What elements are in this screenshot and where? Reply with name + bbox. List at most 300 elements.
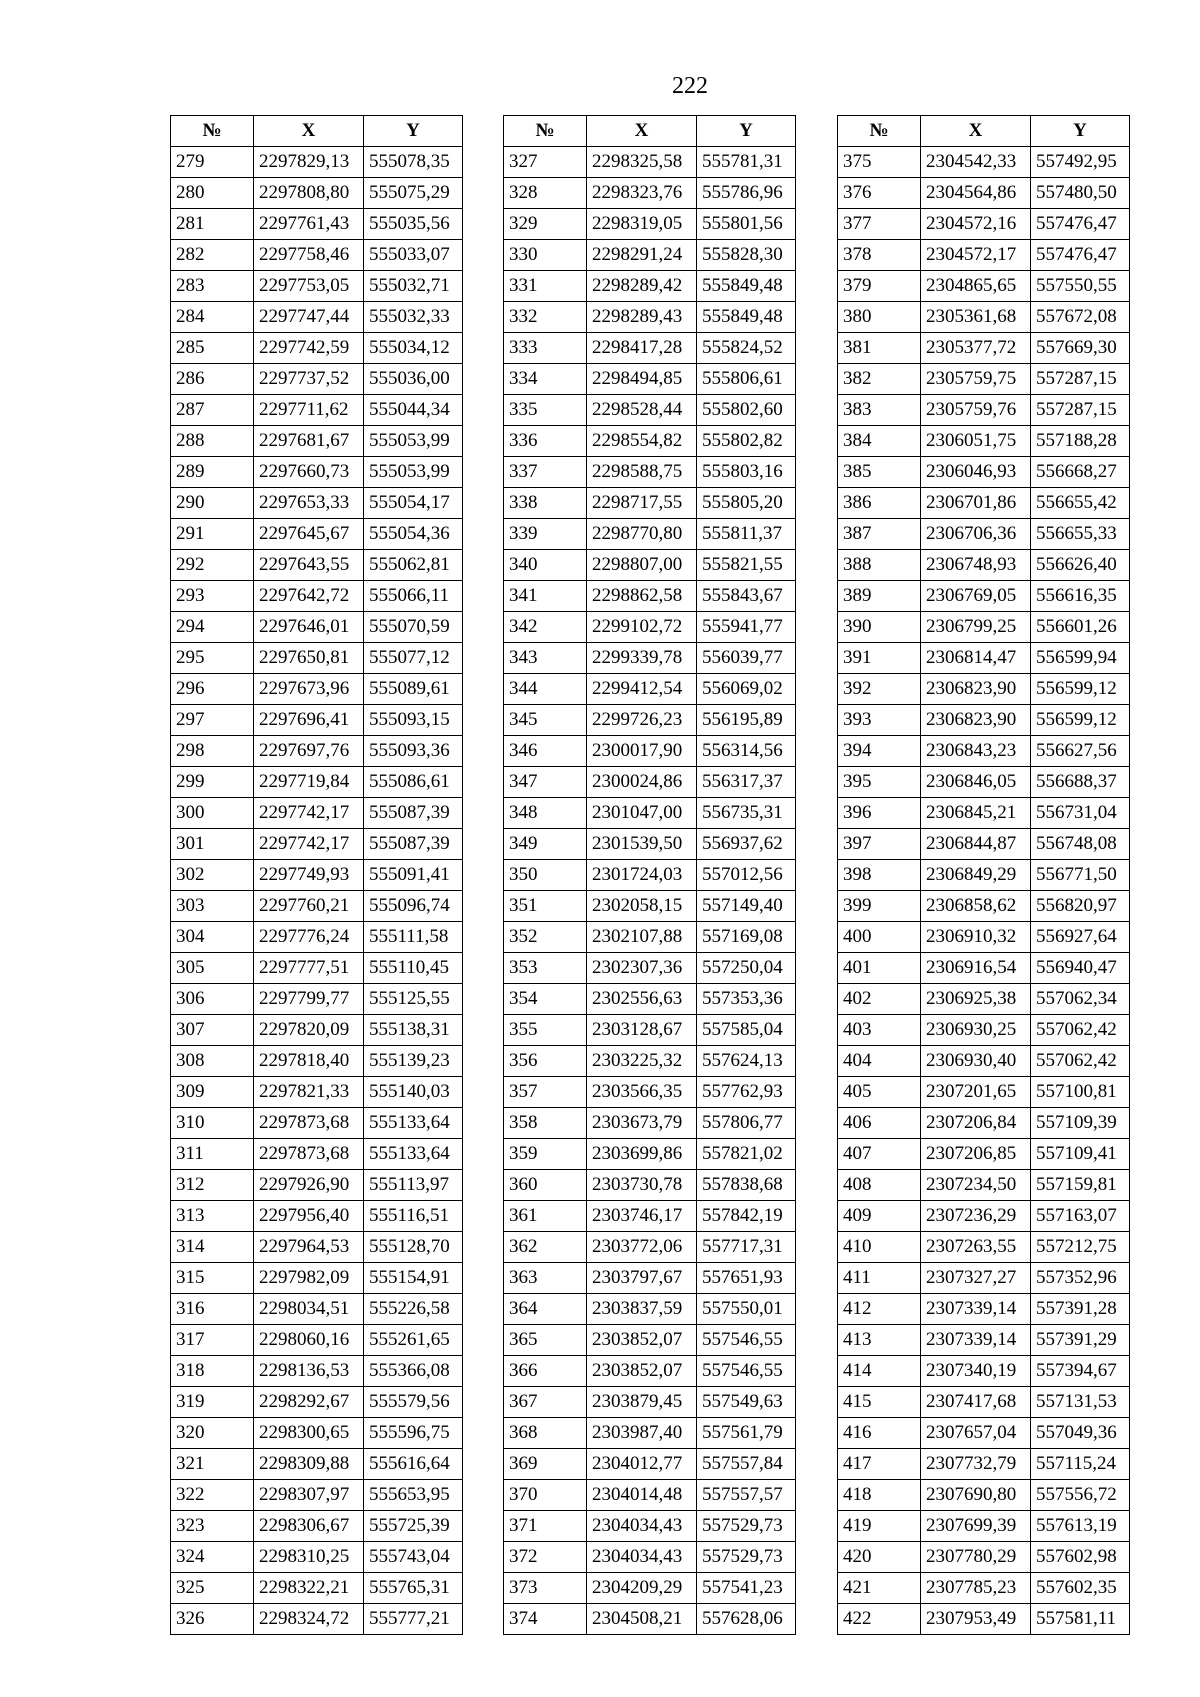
table-row bbox=[838, 953, 1130, 984]
cell-x: 2302058,15 bbox=[587, 891, 697, 922]
cell-x: 2305377,72 bbox=[921, 333, 1031, 364]
cell-y: 556655,42 bbox=[1031, 488, 1130, 519]
table-row bbox=[504, 1356, 796, 1387]
table-header-row bbox=[171, 116, 463, 147]
cell-y: 556731,04 bbox=[1031, 798, 1130, 829]
cell-number: 327 bbox=[504, 147, 587, 178]
cell-number: 382 bbox=[838, 364, 921, 395]
cell-number: 368 bbox=[504, 1418, 587, 1449]
cell-x: 2306916,54 bbox=[921, 953, 1031, 984]
cell-x: 2297696,41 bbox=[254, 705, 364, 736]
cell-y: 557529,73 bbox=[697, 1511, 796, 1542]
cell-y: 555075,29 bbox=[364, 178, 463, 209]
table-row bbox=[171, 488, 463, 519]
cell-x: 2297760,21 bbox=[254, 891, 364, 922]
table-row bbox=[838, 271, 1130, 302]
table-row bbox=[838, 705, 1130, 736]
cell-y: 556599,12 bbox=[1031, 674, 1130, 705]
cell-number: 404 bbox=[838, 1046, 921, 1077]
cell-number: 405 bbox=[838, 1077, 921, 1108]
cell-y: 555113,97 bbox=[364, 1170, 463, 1201]
cell-x: 2306844,87 bbox=[921, 829, 1031, 860]
cell-x: 2305361,68 bbox=[921, 302, 1031, 333]
cell-number: 369 bbox=[504, 1449, 587, 1480]
table-row bbox=[504, 364, 796, 395]
cell-y: 557062,34 bbox=[1031, 984, 1130, 1015]
cell-number: 286 bbox=[171, 364, 254, 395]
cell-y: 555616,64 bbox=[364, 1449, 463, 1480]
cell-number: 352 bbox=[504, 922, 587, 953]
cell-number: 344 bbox=[504, 674, 587, 705]
table-row bbox=[504, 1449, 796, 1480]
table-row bbox=[171, 271, 463, 302]
cell-x: 2303673,79 bbox=[587, 1108, 697, 1139]
cell-y: 555849,48 bbox=[697, 271, 796, 302]
cell-y: 555110,45 bbox=[364, 953, 463, 984]
cell-number: 292 bbox=[171, 550, 254, 581]
cell-number: 406 bbox=[838, 1108, 921, 1139]
cell-number: 295 bbox=[171, 643, 254, 674]
cell-number: 302 bbox=[171, 860, 254, 891]
cell-y: 555138,31 bbox=[364, 1015, 463, 1046]
cell-y: 557821,02 bbox=[697, 1139, 796, 1170]
cell-x: 2297808,80 bbox=[254, 178, 364, 209]
table-row bbox=[838, 1294, 1130, 1325]
table-row bbox=[171, 767, 463, 798]
table-row bbox=[504, 767, 796, 798]
cell-y: 555091,41 bbox=[364, 860, 463, 891]
cell-number: 370 bbox=[504, 1480, 587, 1511]
column-header-number: № bbox=[838, 116, 921, 147]
table-header-row bbox=[504, 116, 796, 147]
cell-y: 555044,34 bbox=[364, 395, 463, 426]
cell-x: 2306930,40 bbox=[921, 1046, 1031, 1077]
cell-y: 557651,93 bbox=[697, 1263, 796, 1294]
cell-y: 557012,56 bbox=[697, 860, 796, 891]
cell-number: 325 bbox=[171, 1573, 254, 1604]
cell-number: 340 bbox=[504, 550, 587, 581]
cell-y: 555802,82 bbox=[697, 426, 796, 457]
cell-number: 366 bbox=[504, 1356, 587, 1387]
table-row bbox=[504, 581, 796, 612]
table-row bbox=[171, 1139, 463, 1170]
table-row bbox=[171, 1170, 463, 1201]
cell-y: 557163,07 bbox=[1031, 1201, 1130, 1232]
cell-number: 377 bbox=[838, 209, 921, 240]
table-row bbox=[504, 147, 796, 178]
table-row bbox=[504, 1573, 796, 1604]
table-row bbox=[504, 1201, 796, 1232]
cell-number: 393 bbox=[838, 705, 921, 736]
table-row bbox=[838, 1201, 1130, 1232]
table-row bbox=[504, 1139, 796, 1170]
cell-y: 557287,15 bbox=[1031, 364, 1130, 395]
cell-number: 372 bbox=[504, 1542, 587, 1573]
cell-x: 2304572,17 bbox=[921, 240, 1031, 271]
table-row bbox=[504, 798, 796, 829]
table-row bbox=[504, 674, 796, 705]
cell-number: 389 bbox=[838, 581, 921, 612]
table-row bbox=[504, 953, 796, 984]
table-row bbox=[504, 1232, 796, 1263]
table-row bbox=[838, 643, 1130, 674]
cell-number: 351 bbox=[504, 891, 587, 922]
cell-number: 381 bbox=[838, 333, 921, 364]
cell-y: 555133,64 bbox=[364, 1108, 463, 1139]
cell-x: 2297719,84 bbox=[254, 767, 364, 798]
cell-number: 416 bbox=[838, 1418, 921, 1449]
cell-y: 556655,33 bbox=[1031, 519, 1130, 550]
cell-x: 2306910,32 bbox=[921, 922, 1031, 953]
cell-number: 284 bbox=[171, 302, 254, 333]
cell-number: 342 bbox=[504, 612, 587, 643]
cell-x: 2297820,09 bbox=[254, 1015, 364, 1046]
cell-x: 2303837,59 bbox=[587, 1294, 697, 1325]
cell-x: 2298291,24 bbox=[587, 240, 697, 271]
cell-y: 557212,75 bbox=[1031, 1232, 1130, 1263]
cell-x: 2298528,44 bbox=[587, 395, 697, 426]
table-row bbox=[504, 984, 796, 1015]
cell-number: 309 bbox=[171, 1077, 254, 1108]
table-row bbox=[171, 333, 463, 364]
cell-x: 2303879,45 bbox=[587, 1387, 697, 1418]
cell-y: 557672,08 bbox=[1031, 302, 1130, 333]
cell-x: 2297964,53 bbox=[254, 1232, 364, 1263]
table-row bbox=[504, 1263, 796, 1294]
cell-x: 2297753,05 bbox=[254, 271, 364, 302]
cell-number: 400 bbox=[838, 922, 921, 953]
cell-x: 2307201,65 bbox=[921, 1077, 1031, 1108]
cell-x: 2303987,40 bbox=[587, 1418, 697, 1449]
cell-number: 335 bbox=[504, 395, 587, 426]
cell-number: 367 bbox=[504, 1387, 587, 1418]
cell-x: 2298554,82 bbox=[587, 426, 697, 457]
cell-x: 2304012,77 bbox=[587, 1449, 697, 1480]
table-row bbox=[171, 922, 463, 953]
cell-number: 321 bbox=[171, 1449, 254, 1480]
table-row bbox=[171, 1046, 463, 1077]
cell-x: 2307417,68 bbox=[921, 1387, 1031, 1418]
table-row bbox=[171, 829, 463, 860]
cell-y: 555781,31 bbox=[697, 147, 796, 178]
cell-y: 557250,04 bbox=[697, 953, 796, 984]
cell-x: 2306046,93 bbox=[921, 457, 1031, 488]
cell-y: 555843,67 bbox=[697, 581, 796, 612]
cell-x: 2307339,14 bbox=[921, 1325, 1031, 1356]
cell-y: 555053,99 bbox=[364, 457, 463, 488]
cell-y: 555777,21 bbox=[364, 1604, 463, 1635]
table-row bbox=[171, 1449, 463, 1480]
cell-number: 360 bbox=[504, 1170, 587, 1201]
cell-y: 555941,77 bbox=[697, 612, 796, 643]
table-row bbox=[171, 1263, 463, 1294]
cell-y: 555070,59 bbox=[364, 612, 463, 643]
cell-number: 317 bbox=[171, 1325, 254, 1356]
table-row bbox=[504, 1418, 796, 1449]
cell-y: 557842,19 bbox=[697, 1201, 796, 1232]
cell-y: 555093,36 bbox=[364, 736, 463, 767]
table-row bbox=[838, 1139, 1130, 1170]
cell-x: 2297758,46 bbox=[254, 240, 364, 271]
cell-x: 2298862,58 bbox=[587, 581, 697, 612]
cell-y: 555086,61 bbox=[364, 767, 463, 798]
cell-x: 2303699,86 bbox=[587, 1139, 697, 1170]
cell-x: 2297747,44 bbox=[254, 302, 364, 333]
cell-x: 2297660,73 bbox=[254, 457, 364, 488]
cell-number: 402 bbox=[838, 984, 921, 1015]
cell-y: 557188,28 bbox=[1031, 426, 1130, 457]
cell-number: 374 bbox=[504, 1604, 587, 1635]
cell-x: 2297642,72 bbox=[254, 581, 364, 612]
cell-x: 2297653,33 bbox=[254, 488, 364, 519]
cell-number: 308 bbox=[171, 1046, 254, 1077]
cell-y: 557100,81 bbox=[1031, 1077, 1130, 1108]
cell-number: 401 bbox=[838, 953, 921, 984]
cell-number: 412 bbox=[838, 1294, 921, 1325]
cell-y: 556627,56 bbox=[1031, 736, 1130, 767]
cell-x: 2303852,07 bbox=[587, 1356, 697, 1387]
cell-y: 557492,95 bbox=[1031, 147, 1130, 178]
cell-y: 555139,23 bbox=[364, 1046, 463, 1077]
table-row bbox=[838, 1232, 1130, 1263]
table-row bbox=[838, 674, 1130, 705]
cell-y: 557062,42 bbox=[1031, 1015, 1130, 1046]
cell-number: 413 bbox=[838, 1325, 921, 1356]
cell-number: 337 bbox=[504, 457, 587, 488]
table-row bbox=[171, 1201, 463, 1232]
cell-x: 2298717,55 bbox=[587, 488, 697, 519]
table-row bbox=[838, 1263, 1130, 1294]
table-row bbox=[504, 1387, 796, 1418]
cell-x: 2297777,51 bbox=[254, 953, 364, 984]
table-row bbox=[171, 395, 463, 426]
cell-number: 328 bbox=[504, 178, 587, 209]
cell-y: 555087,39 bbox=[364, 829, 463, 860]
cell-number: 312 bbox=[171, 1170, 254, 1201]
cell-number: 282 bbox=[171, 240, 254, 271]
cell-x: 2304034,43 bbox=[587, 1511, 697, 1542]
cell-y: 556940,47 bbox=[1031, 953, 1130, 984]
cell-number: 291 bbox=[171, 519, 254, 550]
cell-number: 375 bbox=[838, 147, 921, 178]
cell-x: 2297742,59 bbox=[254, 333, 364, 364]
cell-x: 2298289,43 bbox=[587, 302, 697, 333]
cell-x: 2297926,90 bbox=[254, 1170, 364, 1201]
cell-y: 555824,52 bbox=[697, 333, 796, 364]
table-row bbox=[171, 643, 463, 674]
cell-x: 2297873,68 bbox=[254, 1139, 364, 1170]
cell-y: 555801,56 bbox=[697, 209, 796, 240]
cell-x: 2297737,52 bbox=[254, 364, 364, 395]
cell-y: 557549,63 bbox=[697, 1387, 796, 1418]
cell-y: 557159,81 bbox=[1031, 1170, 1130, 1201]
table-row bbox=[504, 1294, 796, 1325]
cell-y: 555743,04 bbox=[364, 1542, 463, 1573]
cell-number: 398 bbox=[838, 860, 921, 891]
cell-y: 555226,58 bbox=[364, 1294, 463, 1325]
cell-y: 556195,89 bbox=[697, 705, 796, 736]
table-row bbox=[171, 984, 463, 1015]
cell-number: 281 bbox=[171, 209, 254, 240]
table-row bbox=[171, 798, 463, 829]
cell-x: 2299412,54 bbox=[587, 674, 697, 705]
cell-number: 411 bbox=[838, 1263, 921, 1294]
cell-x: 2306925,38 bbox=[921, 984, 1031, 1015]
cell-y: 557353,36 bbox=[697, 984, 796, 1015]
cell-x: 2307953,49 bbox=[921, 1604, 1031, 1635]
cell-x: 2304508,21 bbox=[587, 1604, 697, 1635]
cell-y: 555811,37 bbox=[697, 519, 796, 550]
cell-x: 2307340,19 bbox=[921, 1356, 1031, 1387]
cell-x: 2297982,09 bbox=[254, 1263, 364, 1294]
cell-x: 2306846,05 bbox=[921, 767, 1031, 798]
table-row bbox=[838, 767, 1130, 798]
table-row bbox=[504, 488, 796, 519]
cell-x: 2298494,85 bbox=[587, 364, 697, 395]
cell-y: 557394,67 bbox=[1031, 1356, 1130, 1387]
table-row bbox=[504, 1108, 796, 1139]
cell-y: 557613,19 bbox=[1031, 1511, 1130, 1542]
cell-number: 304 bbox=[171, 922, 254, 953]
table-row bbox=[838, 829, 1130, 860]
cell-x: 2301047,00 bbox=[587, 798, 697, 829]
cell-y: 555765,31 bbox=[364, 1573, 463, 1604]
table-row bbox=[171, 426, 463, 457]
cell-number: 385 bbox=[838, 457, 921, 488]
table-row bbox=[838, 798, 1130, 829]
cell-y: 555133,64 bbox=[364, 1139, 463, 1170]
cell-number: 357 bbox=[504, 1077, 587, 1108]
cell-y: 555579,56 bbox=[364, 1387, 463, 1418]
cell-y: 557541,23 bbox=[697, 1573, 796, 1604]
cell-y: 555653,95 bbox=[364, 1480, 463, 1511]
table-row bbox=[838, 302, 1130, 333]
cell-y: 555036,00 bbox=[364, 364, 463, 395]
cell-x: 2299339,78 bbox=[587, 643, 697, 674]
table-row bbox=[838, 860, 1130, 891]
cell-number: 356 bbox=[504, 1046, 587, 1077]
cell-number: 371 bbox=[504, 1511, 587, 1542]
table-row bbox=[838, 1356, 1130, 1387]
cell-number: 296 bbox=[171, 674, 254, 705]
cell-y: 555366,08 bbox=[364, 1356, 463, 1387]
cell-y: 557550,01 bbox=[697, 1294, 796, 1325]
cell-x: 2297776,24 bbox=[254, 922, 364, 953]
cell-x: 2298060,16 bbox=[254, 1325, 364, 1356]
table-row bbox=[171, 1108, 463, 1139]
cell-y: 557131,53 bbox=[1031, 1387, 1130, 1418]
table-row bbox=[504, 891, 796, 922]
cell-x: 2304034,43 bbox=[587, 1542, 697, 1573]
cell-y: 557480,50 bbox=[1031, 178, 1130, 209]
cell-number: 407 bbox=[838, 1139, 921, 1170]
cell-y: 557546,55 bbox=[697, 1325, 796, 1356]
cell-number: 314 bbox=[171, 1232, 254, 1263]
cell-number: 409 bbox=[838, 1201, 921, 1232]
cell-x: 2307699,39 bbox=[921, 1511, 1031, 1542]
table-row bbox=[171, 302, 463, 333]
column-header-number: № bbox=[504, 116, 587, 147]
cell-y: 556735,31 bbox=[697, 798, 796, 829]
coordinates-table-3 bbox=[837, 115, 1130, 1635]
cell-number: 365 bbox=[504, 1325, 587, 1356]
cell-x: 2304564,86 bbox=[921, 178, 1031, 209]
table-row bbox=[838, 736, 1130, 767]
cell-number: 333 bbox=[504, 333, 587, 364]
table-row bbox=[171, 147, 463, 178]
cell-number: 418 bbox=[838, 1480, 921, 1511]
table-row bbox=[171, 736, 463, 767]
cell-y: 555806,61 bbox=[697, 364, 796, 395]
cell-x: 2300024,86 bbox=[587, 767, 697, 798]
cell-y: 557557,57 bbox=[697, 1480, 796, 1511]
cell-x: 2297956,40 bbox=[254, 1201, 364, 1232]
cell-y: 556668,27 bbox=[1031, 457, 1130, 488]
table-row bbox=[838, 519, 1130, 550]
cell-x: 2297821,33 bbox=[254, 1077, 364, 1108]
cell-number: 403 bbox=[838, 1015, 921, 1046]
cell-y: 555128,70 bbox=[364, 1232, 463, 1263]
table-row bbox=[171, 953, 463, 984]
cell-x: 2297681,67 bbox=[254, 426, 364, 457]
cell-x: 2306845,21 bbox=[921, 798, 1031, 829]
cell-number: 350 bbox=[504, 860, 587, 891]
column-header-x: X bbox=[921, 116, 1031, 147]
cell-number: 376 bbox=[838, 178, 921, 209]
cell-y: 555053,99 bbox=[364, 426, 463, 457]
cell-y: 557391,28 bbox=[1031, 1294, 1130, 1325]
table-row bbox=[171, 612, 463, 643]
cell-x: 2299102,72 bbox=[587, 612, 697, 643]
cell-x: 2307263,55 bbox=[921, 1232, 1031, 1263]
cell-y: 557838,68 bbox=[697, 1170, 796, 1201]
cell-x: 2305759,75 bbox=[921, 364, 1031, 395]
cell-y: 557352,96 bbox=[1031, 1263, 1130, 1294]
cell-number: 331 bbox=[504, 271, 587, 302]
cell-y: 555786,96 bbox=[697, 178, 796, 209]
cell-y: 556771,50 bbox=[1031, 860, 1130, 891]
cell-number: 386 bbox=[838, 488, 921, 519]
cell-x: 2297673,96 bbox=[254, 674, 364, 705]
coordinates-table-2 bbox=[503, 115, 796, 1635]
table-row bbox=[171, 674, 463, 705]
table-row bbox=[838, 1046, 1130, 1077]
cell-y: 555054,36 bbox=[364, 519, 463, 550]
cell-y: 556601,26 bbox=[1031, 612, 1130, 643]
cell-x: 2297697,76 bbox=[254, 736, 364, 767]
table-row bbox=[838, 333, 1130, 364]
table-row bbox=[838, 1325, 1130, 1356]
cell-y: 557602,35 bbox=[1031, 1573, 1130, 1604]
table-row bbox=[171, 1325, 463, 1356]
cell-x: 2306823,90 bbox=[921, 705, 1031, 736]
cell-x: 2304865,65 bbox=[921, 271, 1031, 302]
table-row bbox=[171, 1356, 463, 1387]
table-row bbox=[171, 1077, 463, 1108]
cell-number: 383 bbox=[838, 395, 921, 426]
cell-x: 2301724,03 bbox=[587, 860, 697, 891]
table-row bbox=[504, 612, 796, 643]
cell-y: 556314,56 bbox=[697, 736, 796, 767]
table-row bbox=[171, 1232, 463, 1263]
cell-x: 2307236,29 bbox=[921, 1201, 1031, 1232]
cell-x: 2306823,90 bbox=[921, 674, 1031, 705]
cell-number: 305 bbox=[171, 953, 254, 984]
cell-x: 2297650,81 bbox=[254, 643, 364, 674]
cell-number: 363 bbox=[504, 1263, 587, 1294]
cell-y: 557169,08 bbox=[697, 922, 796, 953]
cell-y: 557581,11 bbox=[1031, 1604, 1130, 1635]
